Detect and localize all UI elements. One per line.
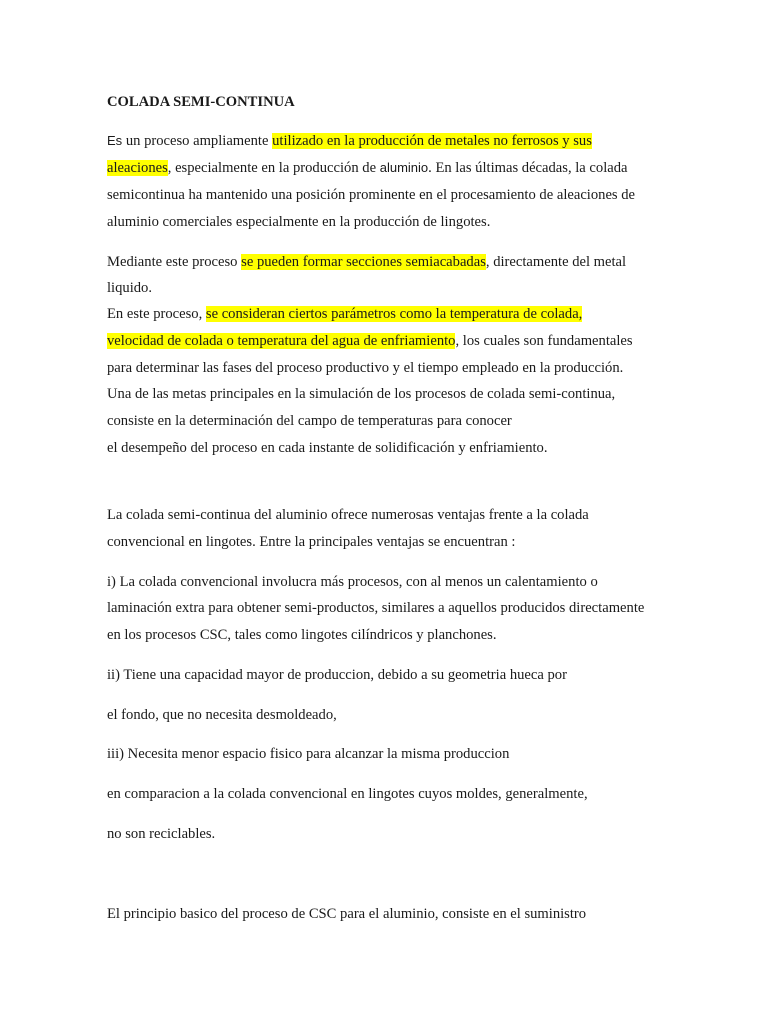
paragraph-line: Una de las metas principales en la simulación de los procesos de colada semi-continua,	[107, 386, 616, 402]
text-run: En este proceso,	[107, 306, 206, 322]
text-run: , los cuales son fundamentales	[455, 333, 633, 349]
paragraph-line: ii) Tiene una capacidad mayor de produccion, debido a su geometria hueca por	[107, 667, 567, 683]
paragraph-line: aluminio comerciales especialmente en la producción de lingotes.	[107, 214, 491, 230]
text-run: aluminio	[379, 160, 429, 175]
highlighted-text: se pueden formar secciones semiacabadas	[241, 254, 486, 270]
paragraph-line: el desempeño del proceso en cada instante de solidificación y enfriamiento.	[107, 440, 548, 456]
paragraph-line: El principio basico del proceso de CSC para el aluminio, consiste en el suministro	[107, 906, 587, 922]
paragraph-line: laminación extra para obtener semi-productos, similares a aquellos producidos directamente	[107, 600, 645, 616]
paragraph-line: el fondo, que no necesita desmoldeado,	[107, 707, 337, 723]
paragraph-line: en los procesos CSC, tales como lingotes cilíndricos y planchones.	[107, 627, 497, 643]
highlighted-text: velocidad de colada o temperatura del agua de enfriamiento	[107, 333, 456, 349]
paragraph-line: liquido.	[107, 280, 152, 296]
highlighted-text: se consideran ciertos parámetros como la temperatura de colada,	[205, 306, 583, 322]
highlighted-text: utilizado en la producción de metales no ferrosos y sus	[272, 133, 592, 149]
paragraph-line	[107, 331, 633, 351]
paragraph-line	[107, 158, 628, 178]
paragraph-line: La colada semi-continua del aluminio ofrece numerosas ventajas frente a la colada	[107, 507, 589, 523]
paragraph-line: iii) Necesita menor espacio fisico para alcanzar la misma produccion	[107, 746, 510, 762]
paragraph-line: para determinar las fases del proceso productivo y el tiempo empleado en la producción.	[107, 360, 624, 376]
paragraph-line: semicontinua ha mantenido una posición prominente en el procesamiento de aleaciones de	[107, 187, 636, 203]
text-run: Mediante este proceso	[107, 254, 242, 270]
text-run: . En las últimas décadas, la colada	[428, 160, 628, 176]
paragraph-line	[107, 304, 582, 324]
highlighted-text: aleaciones	[107, 160, 168, 176]
paragraph-line: convencional en lingotes. Entre la principales ventajas se encuentran :	[107, 534, 516, 550]
text-run: Es	[107, 133, 123, 148]
paragraph-line: en comparacion a la colada convencional en lingotes cuyos moldes, generalmente,	[107, 786, 588, 802]
paragraph-line	[107, 252, 626, 272]
paragraph-line: consiste en la determinación del campo de temperaturas para conocer	[107, 413, 512, 429]
text-run: , especialmente en la producción de	[167, 160, 380, 176]
document-title: COLADA SEMI-CONTINUA	[107, 94, 295, 110]
text-run: , directamente del metal	[485, 254, 627, 270]
paragraph-line: no son reciclables.	[107, 826, 216, 842]
paragraph-line	[107, 131, 592, 151]
text-run: un proceso ampliamente	[122, 133, 273, 149]
paragraph-line: i) La colada convencional involucra más procesos, con al menos un calentamiento o	[107, 574, 598, 590]
